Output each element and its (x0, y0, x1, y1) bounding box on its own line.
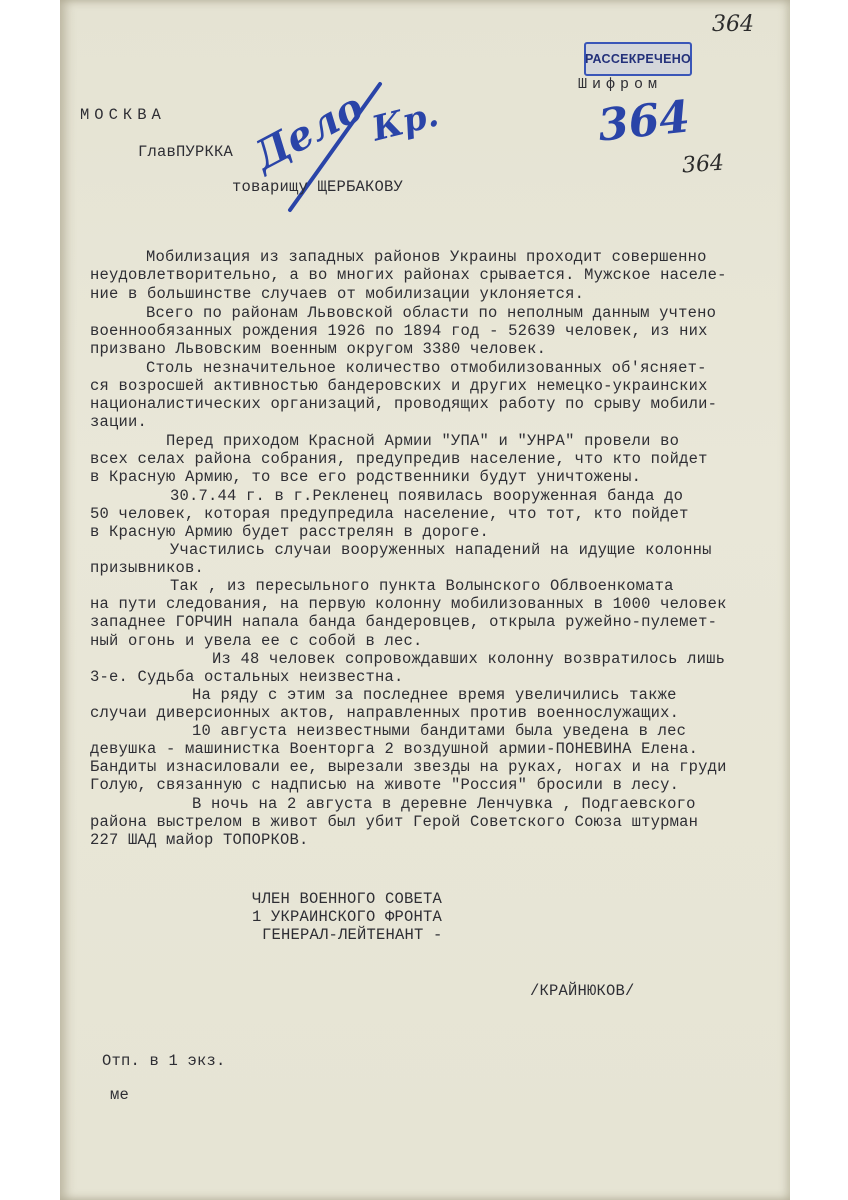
body-line: ние в большинстве случаев от мобилизации уклоняется. (90, 285, 585, 303)
body-line: Перед приходом Красной Армии "УПА" и "УНРА" провели во (166, 432, 680, 450)
signature-title-2: 1 УКРАИНСКОГО ФРОНТА (252, 908, 443, 926)
signature-title-1: ЧЛЕН ВОЕННОГО СОВЕТА (252, 890, 443, 908)
body-line: Всего по районам Львовской области по неполным данным учтено (146, 304, 717, 322)
typist-initials: ме (110, 1086, 130, 1104)
copies-note: Отп. в 1 экз. (102, 1052, 226, 1070)
cipher-label: Шифром (578, 76, 663, 93)
body-line: На ряду с этим за последнее время увеличились также (192, 686, 677, 704)
handwritten-note-delo: Дело (245, 83, 372, 180)
body-line: военнообязанных рождения 1926 по 1894 год - 52639 человек, из них (90, 322, 708, 340)
body-line: 3-е. Судьба остальных неизвестна. (90, 668, 404, 686)
body-line: в Красную Армию, то все его родственники будут уничтожены. (90, 468, 642, 486)
body-line: ся возросшей активностью бандеровских и других немецко-украинских (90, 377, 708, 395)
body-line: 30.7.44 г. в г.Рекленец появилась вооруженная банда до (170, 487, 684, 505)
body-line: Бандиты изнасиловали ее, вырезали звезды на руках, ногах и на груди (90, 758, 727, 776)
header-addressee: товарищу ЩЕРБАКОВУ (232, 178, 404, 196)
body-line: неудовлетворительно, а во многих районах срывается. Мужское населе- (90, 266, 727, 284)
body-line: случаи диверсионных актов, направленных против военнослужащих. (90, 704, 680, 722)
pen-stroke-icon (280, 78, 390, 218)
header-city: МОСКВА (80, 106, 166, 124)
body-line: района выстрелом в живот был убит Герой Советского Союза штурман (90, 813, 699, 831)
body-line: В ночь на 2 августа в деревне Ленчувка , Подгаевского (192, 795, 696, 813)
body-line: Голую, связанную с надписью на животе "Россия" бросили в лесу. (90, 776, 680, 794)
blue-ink-number: 364 (595, 91, 693, 152)
body-line: Столь незначительное количество отмобилизованных об'ясняет- (146, 359, 707, 377)
body-line: Мобилизация из западных районов Украины проходит совершенно (146, 248, 707, 266)
body-line: зации. (90, 413, 148, 431)
body-line: всех селах района собрания, предупредив население, что кто пойдет (90, 450, 708, 468)
body-line: Из 48 человек сопровождавших колонну возвратилось лишь (212, 650, 726, 668)
body-line: Участились случаи вооруженных нападений на идущие колонны (170, 541, 712, 559)
handwritten-note-kr: Кр. (368, 94, 443, 150)
body-line: в Красную Армию будет расстрелян в дороге. (90, 523, 490, 541)
signature-name: /КРАЙНЮКОВ/ (530, 982, 635, 1000)
body-line: Так , из пересыльного пункта Волынского Облвоенкомата (170, 577, 674, 595)
body-line: 50 человек, которая предупредила население, что тот, кто пойдет (90, 505, 689, 523)
declassified-stamp (584, 42, 692, 76)
body-line: призвано Львовским военным округом 3380 человек. (90, 340, 547, 358)
body-line: ный огонь и увела ее с собой в лес. (90, 632, 423, 650)
body-line: 10 августа неизвестными бандитами была уведена в лес (192, 722, 687, 740)
stamp-label: РАССЕКРЕЧЕНО (584, 52, 692, 66)
signature-title-3: ГЕНЕРАЛ-ЛЕЙТЕНАНТ - (262, 926, 443, 944)
page-number-duplicate: 364 (681, 150, 725, 179)
body-line: западнее ГОРЧИН напала банда бандеровцев, открыла ружейно-пулемет- (90, 613, 718, 631)
header-org: ГлавПУРККА (138, 143, 234, 161)
body-line: националистических организаций, проводящих работу по срыву мобили- (90, 395, 718, 413)
body-line: на пути следования, на первую колонну мобилизованных в 1000 человек (90, 595, 727, 613)
body-line: призывников. (90, 559, 205, 577)
body-line: 227 ШАД майор ТОПОРКОВ. (90, 831, 309, 849)
page-number: 364 (712, 12, 754, 37)
body-line: девушка - машинистка Военторга 2 воздушной армии-ПОНЕВИНА Елена. (90, 740, 699, 758)
